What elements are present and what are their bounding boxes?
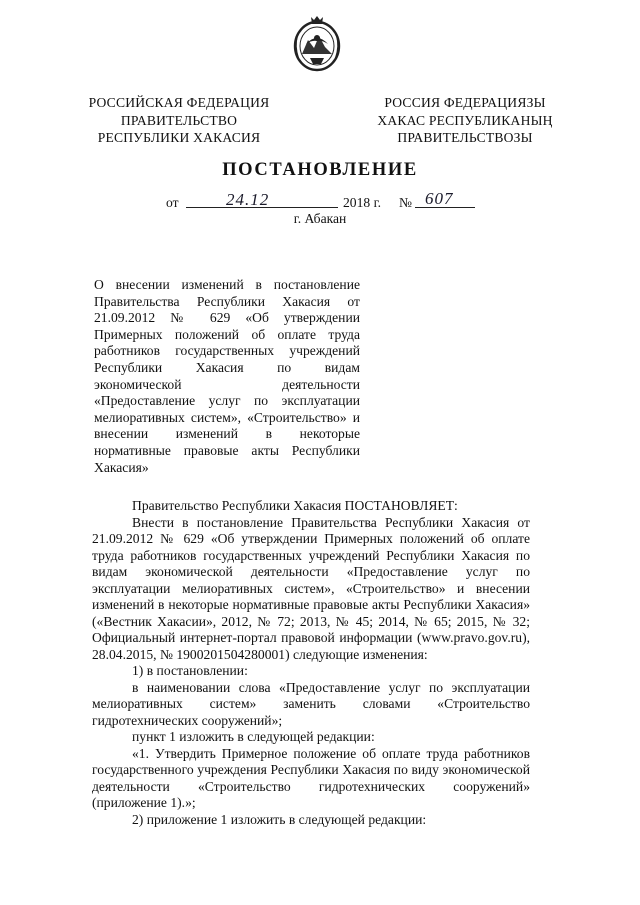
date-from-label: от xyxy=(166,195,179,210)
date-year: 2018 г. xyxy=(343,195,382,210)
header-left xyxy=(66,94,292,147)
body-paragraph-2: Внести в постановление Правительства Республики Хакасия от 21.09.2012 № 629 «Об утверждении Примерных положений об оплате труда работников государственных учреждений Республики Хакасия по видам экономической деятельности «Предоставление услуг по эксплуатации мелиоративных систем», «Строительство» и внесении изменений в некоторые нормативные правовые акты Республики Хакасия» («Вестник Хакасии», 2012, № 72; 2013, № 45; 2014, № 65; 2015, № 32; Официальный интернет-портал правовой информации (www.pravo.gov.ru), 28.04.2015, № 1900201504280001) следующие изменения: xyxy=(92,514,530,662)
body-paragraph-4: в наименовании слова «Предоставление услуг по эксплуатации мелиоративных систем» заменить словами «Строительство гидротехнических сооружений»; xyxy=(92,679,530,728)
body-paragraph-3: 1) в постановлении: xyxy=(132,663,248,678)
header-right-line-1: РОССИЯ ФЕДЕРАЦИЯЗЫ xyxy=(384,95,546,110)
header-right-line-3: ПРАВИТЕЛЬСТВОЗЫ xyxy=(397,130,533,145)
document-title: ПОСТАНОВЛЕНИЕ xyxy=(222,160,418,180)
handwritten-date: 24.12 xyxy=(226,190,270,209)
coat-of-arms-icon xyxy=(288,14,346,74)
header-right-line-2: ХАКАС РЕСПУБЛИКАНЫҢ xyxy=(377,112,553,128)
header-left-line-3: РЕСПУБЛИКИ ХАКАСИЯ xyxy=(97,130,261,145)
city-line: г. Абакан xyxy=(293,211,347,226)
body-paragraph-5: пункт 1 изложить в следующей редакции: xyxy=(132,729,375,744)
header-left-line-2: ПРАВИТЕЛЬСТВО xyxy=(120,112,238,128)
number-label: № xyxy=(399,195,412,210)
body-paragraph-7: 2) приложение 1 изложить в следующей редакции: xyxy=(132,811,427,827)
document-body xyxy=(92,498,530,828)
handwritten-number: 607 xyxy=(425,189,454,208)
subject-block: О внесении изменений в постановление Правительства Республики Хакасия от 21.09.2012 № 629 «Об утверждении Примерных положений об оплате труда работников государственных учреждений Республики Хакасия по видам экономической деятельности «Предоставление услуг по эксплуатации мелиоративных систем», «Строительство» и внесении изменений в некоторые нормативные правовые акты Республики Хакасия» xyxy=(94,277,360,475)
header-left-line-1: РОССИЙСКАЯ ФЕДЕРАЦИЯ xyxy=(88,95,270,110)
body-paragraph-1: Правительство Республики Хакасия ПОСТАНОВЛЯЕТ: xyxy=(132,498,458,513)
header-right xyxy=(352,94,578,147)
body-paragraph-6: «1. Утвердить Примерное положение об оплате труда работников государственного учреждения Республики Хакасия по виду экономической деятельности «Строительство гидротехнических сооружений» (приложение 1).»; xyxy=(92,745,530,810)
